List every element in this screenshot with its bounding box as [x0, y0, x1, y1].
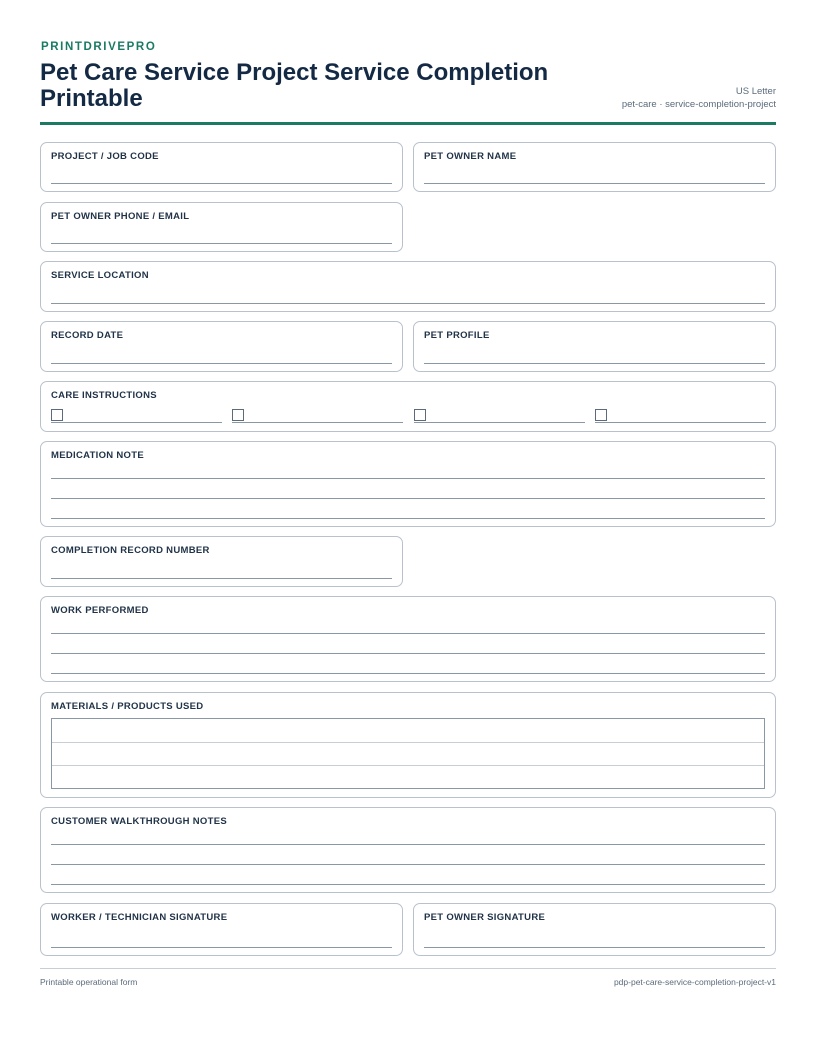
worker-signature-line[interactable] [51, 947, 392, 948]
care-checkbox-4-line[interactable] [595, 422, 766, 423]
header-rule [40, 122, 776, 125]
walkthrough-notes-line-2[interactable] [51, 864, 765, 865]
owner-signature-field[interactable] [413, 903, 776, 956]
medication-note-label: MEDICATION NOTE [51, 450, 144, 461]
work-performed-line-3[interactable] [51, 673, 765, 674]
care-checkbox-1[interactable] [51, 409, 63, 421]
brand-name: PRINTDRIVEPRO [41, 41, 157, 53]
work-performed-line-2[interactable] [51, 653, 765, 654]
form-id: pdp-pet-care-service-completion-project-v1 [613, 977, 776, 987]
owner-name-field[interactable] [413, 142, 776, 192]
care-checkbox-2[interactable] [232, 409, 244, 421]
record-date-input-line[interactable] [51, 363, 392, 364]
pet-profile-label: PET PROFILE [424, 330, 490, 341]
walkthrough-notes-field[interactable] [40, 807, 776, 893]
care-checkbox-4[interactable] [595, 409, 607, 421]
project-code-label: PROJECT / JOB CODE [51, 151, 159, 162]
paper-size: US Letter [735, 86, 776, 97]
worker-signature-label: WORKER / TECHNICIAN SIGNATURE [51, 912, 228, 923]
work-performed-label: WORK PERFORMED [51, 605, 149, 616]
care-checkbox-3[interactable] [414, 409, 426, 421]
medication-note-line-1[interactable] [51, 478, 765, 479]
materials-table-divider-1 [52, 742, 764, 743]
service-location-field[interactable] [40, 261, 776, 312]
owner-contact-input-line[interactable] [51, 243, 392, 244]
materials-table[interactable] [51, 718, 765, 789]
completion-record-number-field[interactable] [40, 536, 403, 587]
worker-signature-field[interactable] [40, 903, 403, 956]
completion-record-number-input-line[interactable] [51, 578, 392, 579]
owner-name-input-line[interactable] [424, 183, 765, 184]
owner-signature-label: PET OWNER SIGNATURE [424, 912, 546, 923]
walkthrough-notes-label: CUSTOMER WALKTHROUGH NOTES [51, 816, 227, 827]
medication-note-field[interactable] [40, 441, 776, 527]
record-date-label: RECORD DATE [51, 330, 124, 341]
walkthrough-notes-line-1[interactable] [51, 844, 765, 845]
service-location-label: SERVICE LOCATION [51, 270, 149, 281]
completion-record-number-label: COMPLETION RECORD NUMBER [51, 545, 210, 556]
care-instructions-field[interactable] [40, 381, 776, 432]
footer-note: Printable operational form [40, 977, 138, 987]
work-performed-line-1[interactable] [51, 633, 765, 634]
medication-note-line-3[interactable] [51, 518, 765, 519]
materials-used-label: MATERIALS / PRODUCTS USED [51, 701, 204, 712]
medication-note-line-2[interactable] [51, 498, 765, 499]
owner-contact-field[interactable] [40, 202, 403, 252]
care-checkbox-2-line[interactable] [232, 422, 403, 423]
work-performed-field[interactable] [40, 596, 776, 682]
walkthrough-notes-line-3[interactable] [51, 884, 765, 885]
care-instructions-label: CARE INSTRUCTIONS [51, 390, 157, 401]
materials-table-divider-2 [52, 765, 764, 766]
pet-profile-field[interactable] [413, 321, 776, 372]
page-title: Pet Care Service Project Service Completion Printable [40, 59, 549, 112]
pet-profile-input-line[interactable] [424, 363, 765, 364]
project-code-input-line[interactable] [51, 183, 392, 184]
form-slug: pet-care · service-completion-project [621, 99, 776, 110]
footer-rule [40, 968, 776, 969]
owner-contact-label: PET OWNER PHONE / EMAIL [51, 211, 190, 222]
care-checkbox-1-line[interactable] [51, 422, 222, 423]
owner-signature-line[interactable] [424, 947, 765, 948]
owner-name-label: PET OWNER NAME [424, 151, 517, 162]
care-checkbox-3-line[interactable] [414, 422, 585, 423]
page-meta [622, 85, 776, 111]
materials-used-field[interactable] [40, 692, 776, 798]
service-location-input-line[interactable] [51, 303, 765, 304]
project-code-field[interactable] [40, 142, 403, 192]
record-date-field[interactable] [40, 321, 403, 372]
